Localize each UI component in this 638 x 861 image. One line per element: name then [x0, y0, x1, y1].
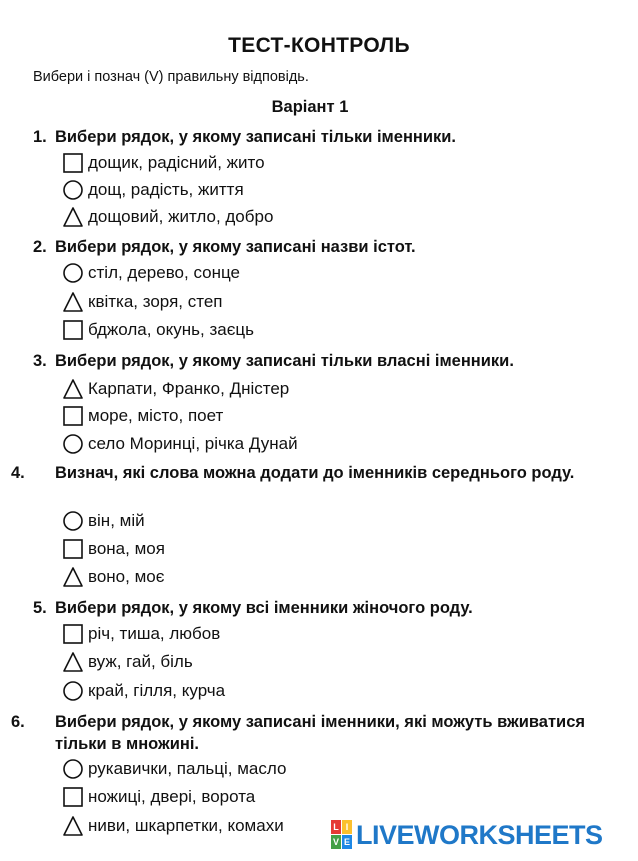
option-text: дощик, радісний, жито — [88, 153, 265, 172]
option-3-1[interactable] — [62, 377, 289, 401]
square-icon[interactable] — [62, 623, 84, 645]
option-6-3[interactable] — [62, 814, 284, 838]
option-1-1[interactable] — [62, 151, 265, 175]
square-icon[interactable] — [62, 538, 84, 560]
option-text: річ, тиша, любов — [88, 624, 221, 643]
option-5-3[interactable] — [62, 679, 225, 703]
option-3-3[interactable] — [62, 432, 298, 456]
option-text: Карпати, Франко, Дністер — [88, 379, 290, 398]
option-text: край, гілля, курча — [88, 681, 226, 700]
question-text: Вибери рядок, у якому записані назви істот. — [55, 238, 416, 256]
option-1-2[interactable] — [62, 178, 244, 202]
question-5 — [33, 597, 593, 619]
logo-badge-letter: E — [343, 837, 350, 847]
logo-badge-letter: I — [342, 820, 352, 834]
square-icon[interactable] — [62, 786, 84, 808]
question-text: Вибери рядок, у якому записані тільки власні іменники. — [55, 352, 514, 370]
option-text: бджола, окунь, заєць — [88, 320, 254, 339]
logo-badge-letter: L — [331, 820, 341, 834]
circle-icon[interactable] — [62, 758, 84, 780]
page-title: ТЕСТ-КОНТРОЛЬ — [228, 34, 410, 57]
triangle-icon[interactable] — [62, 378, 84, 400]
triangle-icon[interactable] — [62, 651, 84, 673]
question-number: 5. — [33, 599, 47, 617]
option-2-1[interactable] — [62, 261, 240, 285]
option-text: квітка, зоря, степ — [88, 292, 223, 311]
question-1 — [33, 126, 593, 148]
square-icon[interactable] — [62, 152, 84, 174]
logo-badge — [331, 820, 353, 850]
question-3 — [33, 350, 593, 372]
question-text: Вибери рядок, у якому записані іменники, які можуть вживатися тільки в множині. — [55, 713, 585, 753]
option-text: море, місто, поет — [88, 406, 224, 425]
option-text: ниви, шкарпетки, комахи — [88, 816, 284, 835]
triangle-icon[interactable] — [62, 206, 84, 228]
question-number: 1. — [33, 128, 47, 146]
option-1-3[interactable] — [62, 205, 273, 229]
triangle-icon[interactable] — [62, 291, 84, 313]
option-text: ножиці, двері, ворота — [88, 787, 256, 806]
question-2 — [33, 236, 593, 258]
triangle-icon[interactable] — [62, 815, 84, 837]
circle-icon[interactable] — [62, 262, 84, 284]
question-number: 3. — [33, 352, 47, 370]
option-5-2[interactable] — [62, 650, 193, 674]
question-text: Визнач, які слова можна додати до іменників середнього роду. — [55, 464, 575, 482]
option-6-1[interactable] — [62, 757, 286, 781]
option-5-1[interactable] — [62, 622, 220, 646]
option-text: дощовий, житло, добро — [88, 207, 274, 226]
instruction-text: Вибери і познач (V) правильну відповідь. — [33, 69, 309, 85]
triangle-icon[interactable] — [62, 566, 84, 588]
option-text: рукавички, пальці, масло — [88, 759, 287, 778]
option-text: село Моринці, річка Дунай — [88, 434, 298, 453]
option-4-3[interactable] — [62, 565, 164, 589]
option-4-2[interactable] — [62, 537, 165, 561]
option-text: стіл, дерево, сонце — [88, 263, 240, 282]
logo-badge-letter: V — [332, 837, 339, 847]
square-icon[interactable] — [62, 319, 84, 341]
circle-icon[interactable] — [62, 433, 84, 455]
circle-icon[interactable] — [62, 680, 84, 702]
question-text: Вибери рядок, у якому всі іменники жіночого роду. — [55, 599, 473, 617]
square-icon[interactable] — [62, 405, 84, 427]
liveworksheets-logo — [331, 820, 603, 850]
option-3-2[interactable] — [62, 404, 223, 428]
option-text: вуж, гай, біль — [88, 652, 193, 671]
question-4 — [11, 462, 583, 484]
option-6-2[interactable] — [62, 785, 255, 809]
option-text: він, мій — [88, 511, 145, 530]
variant-heading: Варіант 1 — [271, 98, 349, 116]
question-text: Вибери рядок, у якому записані тільки іменники. — [55, 128, 457, 146]
option-2-3[interactable] — [62, 318, 254, 342]
option-2-2[interactable] — [62, 290, 222, 314]
option-4-1[interactable] — [62, 509, 145, 533]
question-number: 6. — [11, 713, 25, 731]
circle-icon[interactable] — [62, 510, 84, 532]
circle-icon[interactable] — [62, 179, 84, 201]
option-text: вона, моя — [88, 539, 165, 558]
option-text: дощ, радість, життя — [88, 180, 244, 199]
question-6 — [11, 711, 593, 755]
question-number: 4. — [11, 464, 25, 482]
question-number: 2. — [33, 238, 47, 256]
logo-wordmark: LIVEWORKSHEETS — [356, 819, 603, 850]
option-text: воно, моє — [88, 567, 165, 586]
